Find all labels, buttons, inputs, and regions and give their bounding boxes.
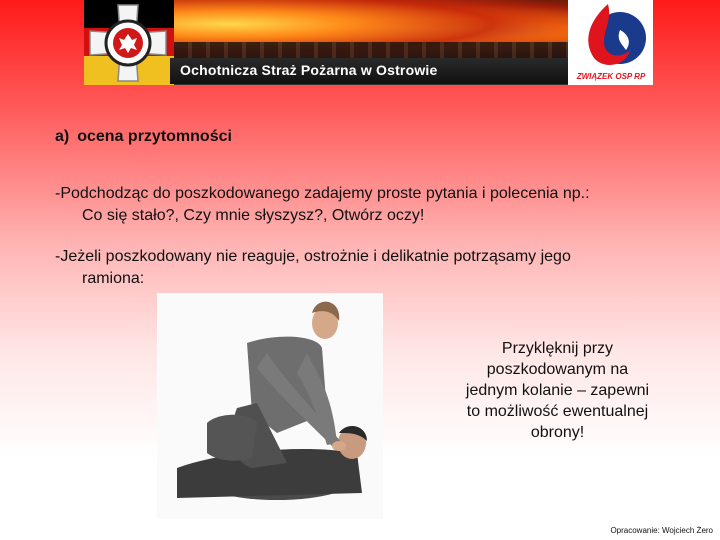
caption-line: obrony! <box>530 424 585 441</box>
paragraph-shake <box>55 246 675 290</box>
section-heading <box>55 128 232 146</box>
fire-brigade-emblem-icon <box>86 2 170 84</box>
caption-line: poszkodowanym na <box>486 361 629 378</box>
paragraph1-line2: Co się stało?, Czy mnie słyszysz?, Otwórz oczy! <box>82 207 425 224</box>
paragraph2-line1: -Jeżeli poszkodowany nie reaguje, ostrożnie i delikatnie potrząsamy jego <box>55 248 571 265</box>
paragraph-questions <box>55 183 675 227</box>
osp-logo-text: ZWIĄZEK OSP RP <box>576 72 646 81</box>
heading-marker: a) <box>55 128 70 145</box>
paragraph2-line2: ramiona: <box>82 270 145 287</box>
heading-text: ocena przytomności <box>77 128 232 145</box>
author-credit: Opracowanie: Wojciech Żero <box>610 526 713 535</box>
paragraph1-line1: -Podchodząc do poszkodowanego zadajemy proste pytania i polecenia np.: <box>55 185 590 202</box>
caption-line: jednym kolanie – zapewni <box>465 382 650 399</box>
caption-line: to możliwość ewentualnej <box>466 403 649 420</box>
osp-flame-icon <box>568 0 653 72</box>
caption-line: Przyklęknij przy <box>501 340 614 357</box>
illustration-caption <box>450 338 665 443</box>
first-aid-illustration <box>157 293 383 519</box>
banner-title: Ochotnicza Straż Pożarna w Ostrowie <box>180 62 438 78</box>
